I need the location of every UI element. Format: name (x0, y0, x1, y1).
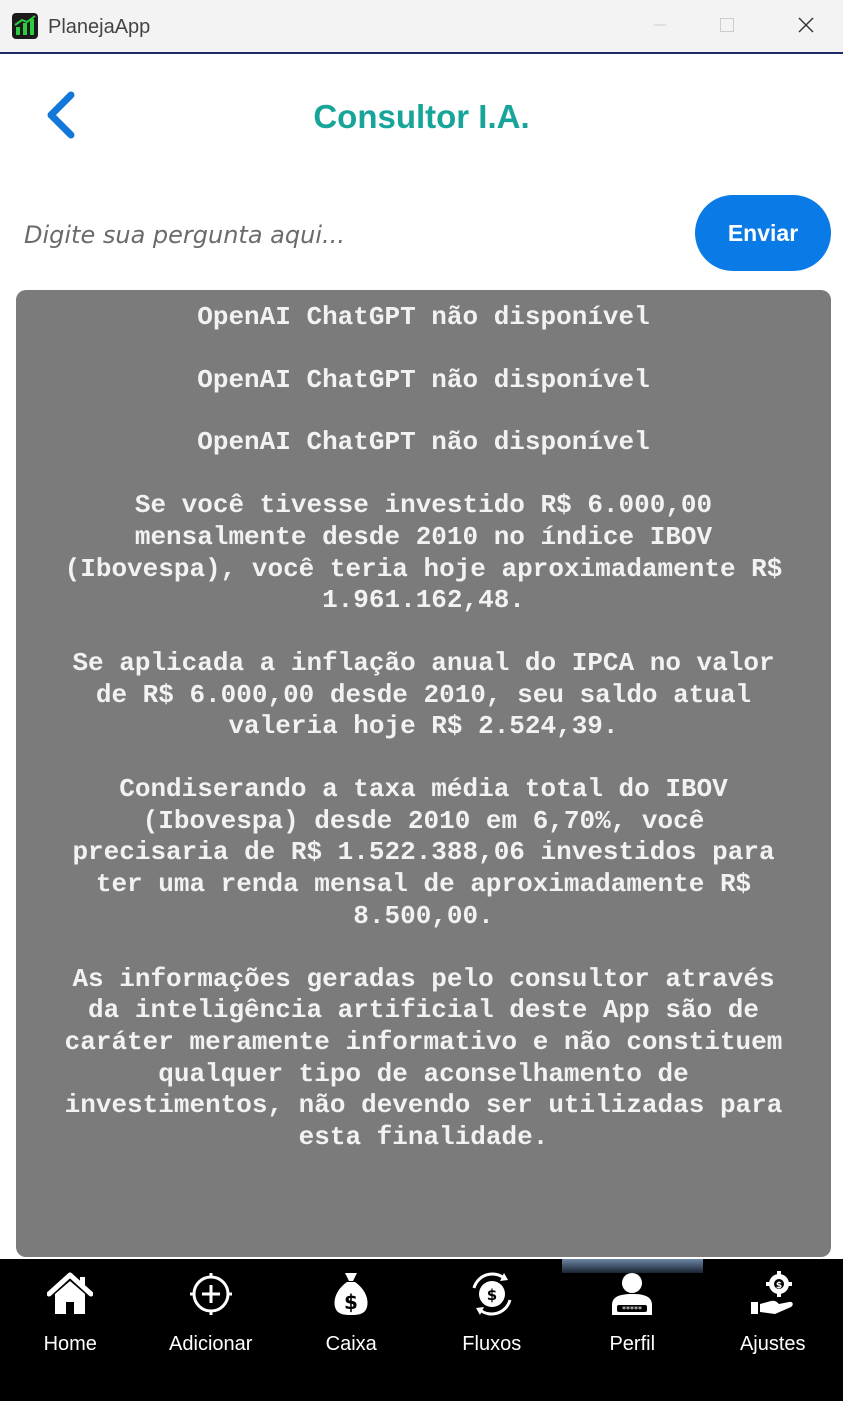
nav-item-perfil[interactable] (562, 1259, 703, 1401)
nav-label: Caixa (325, 1333, 377, 1355)
response-panel (16, 290, 831, 1257)
svg-text:$: $ (486, 1286, 497, 1304)
nav-label: Home (43, 1333, 97, 1355)
settings-hand-icon (748, 1269, 798, 1319)
svg-text:$: $ (344, 1290, 359, 1314)
nav-item-fluxos[interactable] (422, 1259, 563, 1401)
response-paragraph: OpenAI ChatGPT não disponível (197, 427, 650, 458)
window-title: PlanejaApp (48, 16, 151, 38)
money-bag-icon (326, 1269, 376, 1319)
minimize-icon (653, 18, 667, 37)
add-circle-icon (186, 1269, 236, 1319)
response-paragraph: Condiserando a taxa média total do IBOV (Ibovespa) desde 2010 em 6,70%, você precisaria de R$ 1.522.388,06 investidos para ter uma renda mensal de aproximadamente R$ 8.500,00. (72, 774, 775, 931)
response-paragraph: As informações geradas pelo consultor através da inteligência artificial deste App são de caráter meramente informativo e não constituem qualquer tipo de aconselhamento de investimentos, não devendo ser utilizadas para esta finalidade. (64, 963, 783, 1153)
window-titlebar (0, 0, 843, 54)
nav-label: Adicionar (169, 1333, 253, 1355)
nav-item-home[interactable] (0, 1259, 141, 1401)
question-input[interactable] (20, 212, 678, 258)
close-button[interactable] (776, 0, 836, 54)
svg-text:$: $ (775, 1281, 782, 1291)
nav-item-adicionar[interactable] (141, 1259, 282, 1401)
profile-icon (607, 1269, 657, 1319)
cash-flow-icon (467, 1269, 517, 1319)
response-paragraph: Se aplicada a inflação anual do IPCA no valor de R$ 6.000,00 desde 2010, seu saldo atual valeria hoje R$ 2.524,39. (72, 647, 775, 742)
nav-item-caixa[interactable] (281, 1259, 422, 1401)
nav-item-ajustes[interactable] (703, 1259, 843, 1401)
minimize-button[interactable] (630, 0, 690, 54)
home-icon (45, 1269, 95, 1319)
page-title: Consultor I.A. (313, 98, 530, 135)
close-icon (797, 16, 815, 39)
bottom-nav (0, 1259, 843, 1401)
maximize-button[interactable] (697, 0, 757, 54)
nav-label: Fluxos (462, 1333, 522, 1355)
maximize-icon (719, 17, 735, 38)
response-paragraph: OpenAI ChatGPT não disponível (197, 364, 650, 395)
nav-label: Perfil (609, 1333, 656, 1355)
response-paragraph: Se você tivesse investido R$ 6.000,00 mensalmente desde 2010 no índice IBOV (Ibovespa), você teria hoje aproximadamente R$ 1.961.162,48. (64, 490, 783, 616)
send-button[interactable]: Enviar (695, 195, 831, 271)
nav-label: Ajustes (739, 1333, 806, 1355)
planejaapp-icon (12, 13, 38, 39)
svg-text:*****: ***** (622, 1305, 643, 1314)
response-paragraph: OpenAI ChatGPT não disponível (197, 302, 650, 332)
